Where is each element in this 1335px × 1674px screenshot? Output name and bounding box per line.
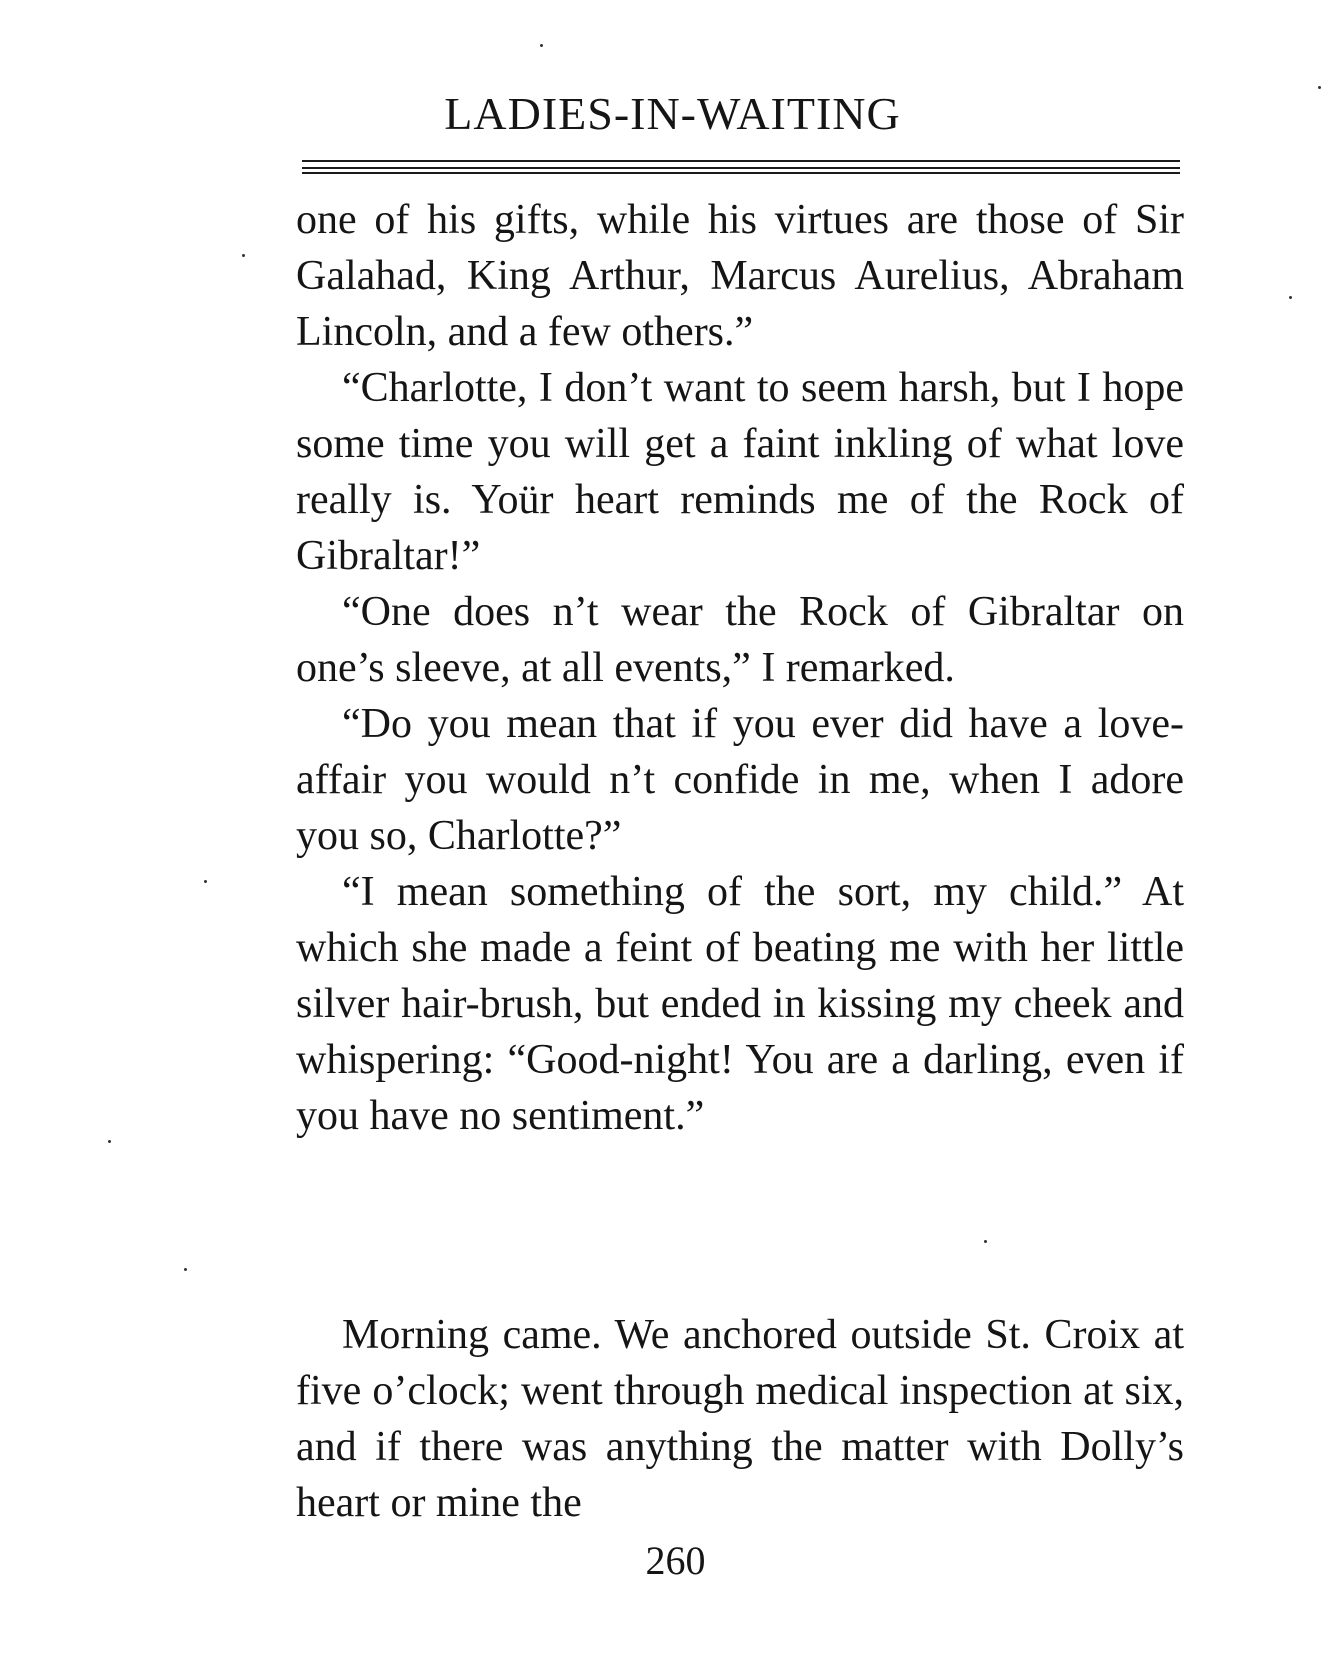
paragraph: “One does n’t wear the Rock of Gibraltar on one’s sleeve, at all events,” I remarked. bbox=[296, 589, 1184, 691]
paragraph: one of his gifts, while his virtues are those of Sir Galahad, King Arthur, Marcus Aurelius, Abraham Lincoln, and a few others.” bbox=[296, 197, 1184, 355]
scan-speck bbox=[540, 44, 543, 47]
header-rule bbox=[302, 167, 1180, 169]
page-header-title: LADIES-IN-WAITING bbox=[444, 88, 901, 139]
paragraph: “I mean something of the sort, my child.” At which she made a feint of beating me with her little silver hair-brush, but ended in kissing my cheek and whispering: “Good-night! You are a darling, even if you have no sentiment.” bbox=[296, 869, 1184, 1139]
paragraph: Morning came. We anchored outside St. Croix at five o’clock; went through medical inspection at six, and if there was anything the matter with Dolly’s heart or mine the bbox=[296, 1312, 1184, 1526]
scan-speck bbox=[1318, 86, 1321, 89]
paragraph: “Charlotte, I don’t want to seem harsh, but I hope some time you will get a faint inkling of what love really is. Yoür heart reminds me of the Rock of Gibraltar!” bbox=[296, 365, 1184, 579]
header-rule bbox=[302, 160, 1180, 162]
scan-speck bbox=[184, 1268, 187, 1271]
scan-speck bbox=[242, 254, 245, 257]
scan-speck bbox=[108, 1140, 111, 1143]
paragraph: “Do you mean that if you ever did have a love-affair you would n’t confide in me, when I adore you so, Charlotte?” bbox=[296, 701, 1184, 859]
body-text-section-2 bbox=[296, 1307, 1184, 1531]
page-number-text: 260 bbox=[645, 1538, 706, 1583]
page-number bbox=[0, 1536, 1335, 1586]
running-header bbox=[0, 84, 1335, 144]
scan-speck bbox=[984, 1240, 987, 1243]
scan-speck bbox=[1289, 296, 1292, 299]
scan-speck bbox=[204, 880, 207, 883]
body-text bbox=[296, 192, 1184, 1144]
header-rule bbox=[302, 172, 1180, 174]
